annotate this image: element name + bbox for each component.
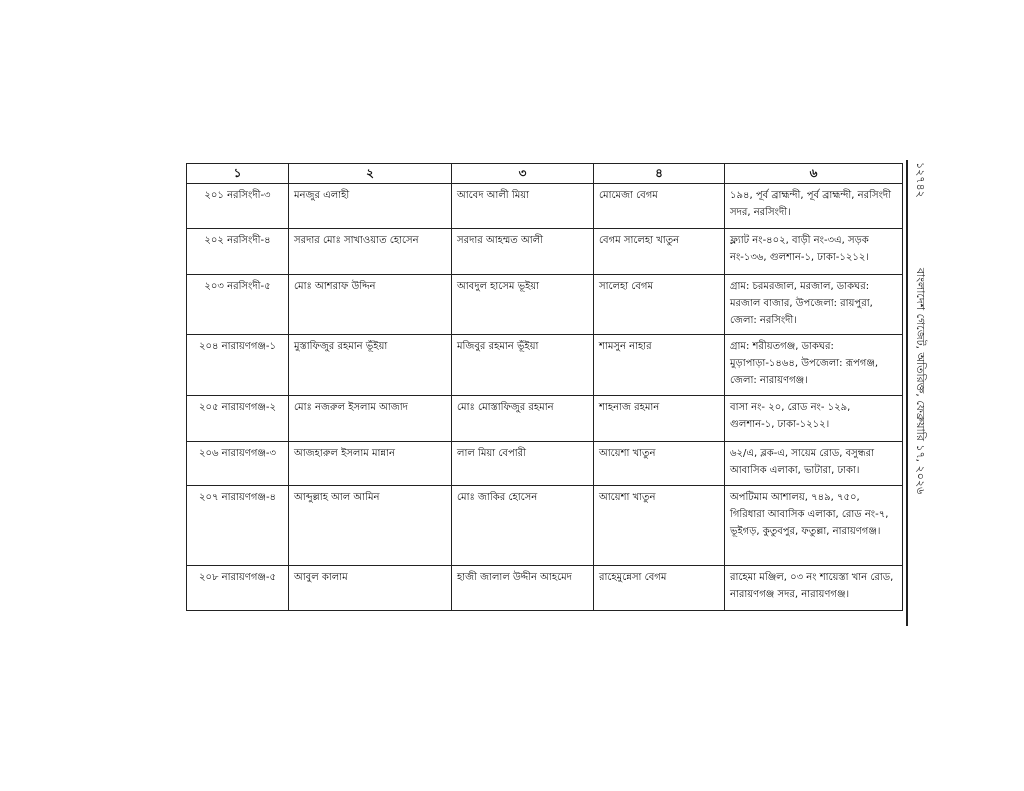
father-name-cell: সরদার আহম্মত আলী bbox=[452, 229, 594, 275]
mother-name-cell: সালেহা বেগম bbox=[594, 275, 725, 335]
name-cell: আব্দুল্লাহ আল আমিন bbox=[289, 486, 452, 566]
mother-name-cell: আয়েশা খাতুন bbox=[594, 486, 725, 566]
table-header-row bbox=[187, 164, 903, 184]
address-cell: বাসা নং- ২০, রোড নং- ১২৯, গুলশান-১, ঢাকা-১২১২। bbox=[725, 396, 903, 442]
column-header-4: ৪ bbox=[594, 164, 725, 184]
column-header-6: ৬ bbox=[725, 164, 903, 184]
constituency-cell: ২০৩ নরসিংদী-৫ bbox=[187, 275, 289, 335]
father-name-cell: মজিবুর রহমান ভূঁইয়া bbox=[452, 335, 594, 396]
constituency-cell: ২০৮ নারায়ণগঞ্জ-৫ bbox=[187, 566, 289, 611]
constituency-cell: ২০৪ নারায়ণগঞ্জ-১ bbox=[187, 335, 289, 396]
table-row bbox=[187, 566, 903, 611]
address-cell: ১৯৪, পূর্ব ব্রাহ্মন্দী, পূর্ব ব্রাহ্মন্দী, নরসিংদী সদর, নরসিংদী। bbox=[725, 184, 903, 229]
address-cell: ৬২/এ, ব্লক-এ, সায়েম রোড, বসুন্ধরা আবাসিক এলাকা, ভাটারা, ঢাকা। bbox=[725, 442, 903, 486]
table-row bbox=[187, 229, 903, 275]
column-header-2: ২ bbox=[289, 164, 452, 184]
candidate-table bbox=[186, 163, 903, 611]
gazette-title: বাংলাদেশ গেজেট, অতিরিক্ত, ফেব্রুয়ারি ১৭, ২০২৬ bbox=[914, 268, 927, 495]
table-row bbox=[187, 486, 903, 566]
table-row bbox=[187, 396, 903, 442]
mother-name-cell: আয়েশা খাতুন bbox=[594, 442, 725, 486]
constituency-cell: ২০৬ নারায়ণগঞ্জ-৩ bbox=[187, 442, 289, 486]
page-side-margin bbox=[900, 160, 930, 626]
constituency-cell: ২০২ নরসিংদী-৪ bbox=[187, 229, 289, 275]
father-name-cell: আবেদ আলী মিয়া bbox=[452, 184, 594, 229]
table-row bbox=[187, 335, 903, 396]
mother-name-cell: শামসুন নাহার bbox=[594, 335, 725, 396]
table-row bbox=[187, 184, 903, 229]
margin-rule bbox=[906, 160, 908, 626]
table-row bbox=[187, 442, 903, 486]
father-name-cell: হাজী জালাল উদ্দীন আহমেদ bbox=[452, 566, 594, 611]
address-cell: রাহেমা মঞ্জিল, ০৩ নং শায়েস্তা খান রোড, নারায়ণগঞ্জ সদর, নারায়ণগঞ্জ। bbox=[725, 566, 903, 611]
name-cell: মনজুর এলাহী bbox=[289, 184, 452, 229]
name-cell: মোঃ আশরাফ উদ্দিন bbox=[289, 275, 452, 335]
name-cell: মোঃ নজরুল ইসলাম আজাদ bbox=[289, 396, 452, 442]
address-cell: ফ্ল্যাট নং-৪০২, বাড়ী নং-৩এ, সড়ক নং-১৩৬, গুলশান-১, ঢাকা-১২১২। bbox=[725, 229, 903, 275]
constituency-cell: ২০৭ নারায়ণগঞ্জ-৪ bbox=[187, 486, 289, 566]
name-cell: আবুল কালাম bbox=[289, 566, 452, 611]
address-cell: গ্রাম: শরীয়তগঞ্জ, ডাকঘর: মুড়াপাড়া-১৪৬৪, উপজেলা: রূপগঞ্জ, জেলা: নারায়ণগঞ্জ। bbox=[725, 335, 903, 396]
page-number: ১২৭৪২ bbox=[914, 162, 927, 198]
table-row bbox=[187, 275, 903, 335]
address-cell: গ্রাম: চরমরজাল, মরজাল, ডাকঘর: মরজাল বাজার, উপজেলা: রায়পুরা, জেলা: নরসিংদী। bbox=[725, 275, 903, 335]
mother-name-cell: শাহনাজ রহমান bbox=[594, 396, 725, 442]
column-header-1: ১ bbox=[187, 164, 289, 184]
constituency-cell: ২০১ নরসিংদী-৩ bbox=[187, 184, 289, 229]
constituency-cell: ২০৫ নারায়ণগঞ্জ-২ bbox=[187, 396, 289, 442]
name-cell: মুস্তাফিজুর রহমান ভূঁইয়া bbox=[289, 335, 452, 396]
mother-name-cell: বেগম সালেহা খাতুন bbox=[594, 229, 725, 275]
father-name-cell: মোঃ জাকির হোসেন bbox=[452, 486, 594, 566]
name-cell: আজহারুল ইসলাম মান্নান bbox=[289, 442, 452, 486]
column-header-3: ৩ bbox=[452, 164, 594, 184]
mother-name-cell: মোমেজা বেগম bbox=[594, 184, 725, 229]
mother-name-cell: রাহেমুন্নেসা বেগম bbox=[594, 566, 725, 611]
father-name-cell: লাল মিয়া বেপারী bbox=[452, 442, 594, 486]
father-name-cell: আবদুল হাসেম ভূইয়া bbox=[452, 275, 594, 335]
address-cell: অপটিমাম আশালয়, ৭৪৯, ৭৫০, গিরিধারা আবাসিক এলাকা, রোড নং-৭, ভূইগড়, কুতুবপুর, ফতুল্লা, নারায়ণগঞ্জ। bbox=[725, 486, 903, 566]
father-name-cell: মোঃ মোস্তাফিজুর রহমান bbox=[452, 396, 594, 442]
name-cell: সরদার মোঃ সাখাওয়াত হোসেন bbox=[289, 229, 452, 275]
